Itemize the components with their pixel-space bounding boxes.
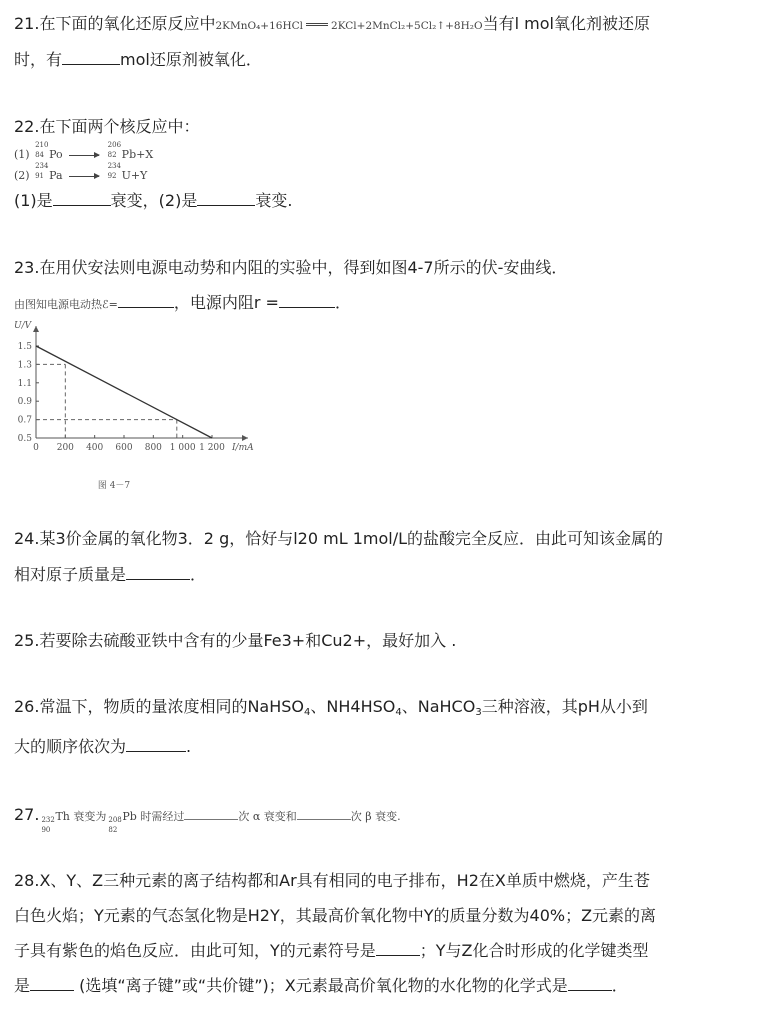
question-26 bbox=[14, 690, 648, 724]
atomic-number: 82 bbox=[107, 151, 117, 159]
y-tick-label: 0.7 bbox=[17, 415, 32, 426]
q28-line4-text-a: 是 bbox=[14, 976, 31, 995]
question-22-answers bbox=[14, 184, 292, 218]
nuclear-reaction-1 bbox=[14, 141, 154, 161]
x-axis-arrow-icon bbox=[242, 435, 248, 441]
products: U+Y bbox=[121, 169, 148, 182]
q26-text-d: 三种溶液，其pH从小到 bbox=[481, 697, 648, 716]
subscript: 4 bbox=[395, 707, 402, 718]
mass-number: 210 bbox=[35, 141, 49, 149]
q24-line2-text-b: ． bbox=[190, 565, 207, 584]
question-28-line2 bbox=[14, 899, 656, 933]
q28-line3-text-a: 子具有紫色的焰色反应．由此可知，Y的元素符号是 bbox=[14, 941, 376, 960]
mass-number: 208 bbox=[108, 816, 122, 824]
answer-blank[interactable] bbox=[53, 193, 111, 206]
q22-stem: 22.在下面两个核反应中： bbox=[14, 117, 200, 136]
q26-line2-text-b: . bbox=[186, 737, 192, 756]
question-28-line1 bbox=[14, 864, 650, 898]
y-axis-label: U/V bbox=[14, 321, 32, 331]
q27-text-1: 时需经过 bbox=[140, 810, 185, 823]
q27-number: 27. bbox=[14, 805, 40, 824]
question-22 bbox=[14, 110, 199, 144]
y-tick-label: 1.1 bbox=[17, 378, 32, 389]
q22-answer-text-c: 衰变. bbox=[255, 191, 293, 210]
atomic-number: 91 bbox=[35, 172, 45, 180]
mass-number: 206 bbox=[107, 141, 122, 149]
products: Pb+X bbox=[121, 148, 154, 161]
figure-caption: 图 4－7 bbox=[97, 481, 131, 491]
atomic-number: 84 bbox=[35, 151, 45, 159]
question-28-line3 bbox=[14, 934, 649, 968]
nuclide bbox=[39, 808, 55, 834]
answer-blank[interactable] bbox=[118, 295, 174, 308]
q28-line3-text-b: ；Y与Z化合时形成的化学键类型 bbox=[419, 941, 649, 960]
x-tick-label: 800 bbox=[144, 443, 162, 453]
subscript: 4 bbox=[304, 707, 311, 718]
mass-number: 234 bbox=[107, 162, 121, 170]
q27-body bbox=[39, 810, 401, 834]
reaction-label: (1) bbox=[14, 148, 30, 161]
mass-number: 232 bbox=[41, 816, 55, 824]
q26-text-c: 、NaHCO bbox=[401, 697, 476, 716]
nuclide bbox=[106, 808, 122, 834]
question-23 bbox=[14, 251, 567, 285]
answer-blank[interactable] bbox=[30, 978, 74, 991]
q24-line1: 24.某3价金属的氧化物3．2 g，恰好与l20 mL 1mol/L的盐酸完全反应．由此可知该金属的 bbox=[14, 529, 664, 548]
answer-blank[interactable] bbox=[197, 193, 255, 206]
q27-text-mid: 衰变为 bbox=[73, 810, 107, 823]
x-tick-label: 1 000 bbox=[169, 443, 196, 453]
q27-text-3: 次 β 衰变. bbox=[350, 810, 401, 823]
question-21 bbox=[14, 7, 650, 43]
x-tick-label: 400 bbox=[86, 443, 104, 453]
x-tick-label: 200 bbox=[56, 443, 74, 453]
q21-suffix: 当有l mol氧化剂被还原 bbox=[482, 14, 650, 33]
x-axis-label: I/mA bbox=[232, 443, 254, 453]
q24-line2-text-a: 相对原子质量是 bbox=[14, 565, 127, 584]
q26-line2-text-a: 大的顺序依次为 bbox=[14, 737, 127, 756]
q28-line1: 28.X、Y、Z三种元素的离子结构都和Ar具有相同的电子排布，H2在X单质中燃烧，产生苍 bbox=[14, 871, 650, 890]
element-symbol: Pb bbox=[122, 810, 137, 823]
answer-blank[interactable] bbox=[279, 295, 335, 308]
q26-text-b: 、NH4HSO bbox=[310, 697, 396, 716]
u-i-line bbox=[36, 346, 212, 438]
q28-line4-text-b: (选填“离子键”或“共价键”)；X元素最高价氧化物的水化物的化学式是 bbox=[74, 976, 568, 995]
question-24-line2 bbox=[14, 558, 206, 592]
question-27 bbox=[14, 798, 401, 834]
question-25 bbox=[14, 624, 456, 658]
question-21-line2 bbox=[14, 43, 262, 77]
q21-equation-left: 2KMnO₄+16HCl bbox=[215, 20, 304, 32]
y-tick-label: 1.3 bbox=[17, 360, 32, 371]
q26-text-a: 26.常温下，物质的量浓度相同的NaHSO bbox=[14, 697, 305, 716]
answer-blank[interactable] bbox=[126, 567, 190, 580]
q21-equation-right: 2KCl+2MnCl₂+5Cl₂↑+8H₂O bbox=[331, 20, 483, 32]
q21-line2-text-a: 时，有 bbox=[14, 50, 63, 69]
y-tick-label: 0.9 bbox=[17, 397, 32, 408]
right-arrow-icon bbox=[69, 155, 99, 156]
q23-fill-text-a: 由图知电源电动热ℰ= bbox=[14, 298, 118, 311]
nuclide bbox=[106, 162, 122, 181]
q23-fill-text-b: ，电源内阻r = bbox=[173, 293, 279, 312]
atomic-number: 92 bbox=[107, 172, 117, 180]
right-arrow-icon bbox=[69, 176, 99, 177]
q27-text-2: 次 α 衰变和 bbox=[238, 810, 297, 823]
answer-blank[interactable] bbox=[184, 809, 238, 820]
q21-prefix: 21.在下面的氧化还原反应中 bbox=[14, 14, 216, 33]
y-tick-label: 1.5 bbox=[17, 342, 32, 352]
q23-stem: 23.在用伏安法则电源电动势和内阻的实验中，得到如图4-7所示的伏-安曲线． bbox=[14, 258, 568, 277]
q22-answer-text-a: (1)是 bbox=[14, 191, 53, 210]
mass-number: 234 bbox=[35, 162, 49, 170]
element-symbol: Pa bbox=[49, 169, 63, 182]
answer-blank[interactable] bbox=[376, 943, 420, 956]
nuclear-reaction-2 bbox=[14, 162, 148, 182]
q28-line4-text-c: ． bbox=[611, 976, 628, 995]
reaction-label: (2) bbox=[14, 169, 30, 182]
equals-arrow-icon bbox=[306, 23, 328, 26]
q21-line2-text-b: mol还原剂被氧化． bbox=[120, 50, 262, 69]
question-24 bbox=[14, 522, 663, 556]
answer-blank[interactable] bbox=[126, 739, 186, 752]
answer-blank[interactable] bbox=[297, 809, 351, 820]
q22-answer-text-b: 衰变，(2)是 bbox=[110, 191, 198, 210]
nuclide bbox=[106, 141, 122, 160]
nuclide bbox=[33, 141, 49, 160]
question-28-line4 bbox=[14, 969, 628, 1003]
x-tick-label: 1 200 bbox=[199, 443, 225, 453]
element-symbol: Th bbox=[55, 810, 70, 823]
answer-blank[interactable] bbox=[62, 52, 120, 65]
subscript: 3 bbox=[475, 707, 482, 718]
answer-blank[interactable] bbox=[568, 978, 612, 991]
q23-fill-text-c: ． bbox=[334, 293, 351, 312]
x-tick-label: 0 bbox=[33, 443, 39, 453]
question-26-line2 bbox=[14, 730, 191, 764]
y-tick-label: 0.5 bbox=[17, 434, 32, 444]
q28-line2: 白色火焰；Y元素的气态氢化物是H2Y，其最高价氧化物中Y的质量分数为40%；Z元素的离 bbox=[14, 906, 657, 925]
atomic-number: 82 bbox=[108, 826, 118, 834]
y-axis-arrow-icon bbox=[33, 326, 39, 332]
u-i-chart bbox=[10, 316, 270, 498]
q25-text: 25.若要除去硫酸亚铁中含有的少量Fe3+和Cu2+，最好加入 . bbox=[14, 631, 457, 650]
x-tick-label: 600 bbox=[115, 443, 133, 453]
nuclide bbox=[33, 162, 49, 181]
element-symbol: Po bbox=[49, 148, 63, 161]
atomic-number: 90 bbox=[41, 826, 51, 834]
